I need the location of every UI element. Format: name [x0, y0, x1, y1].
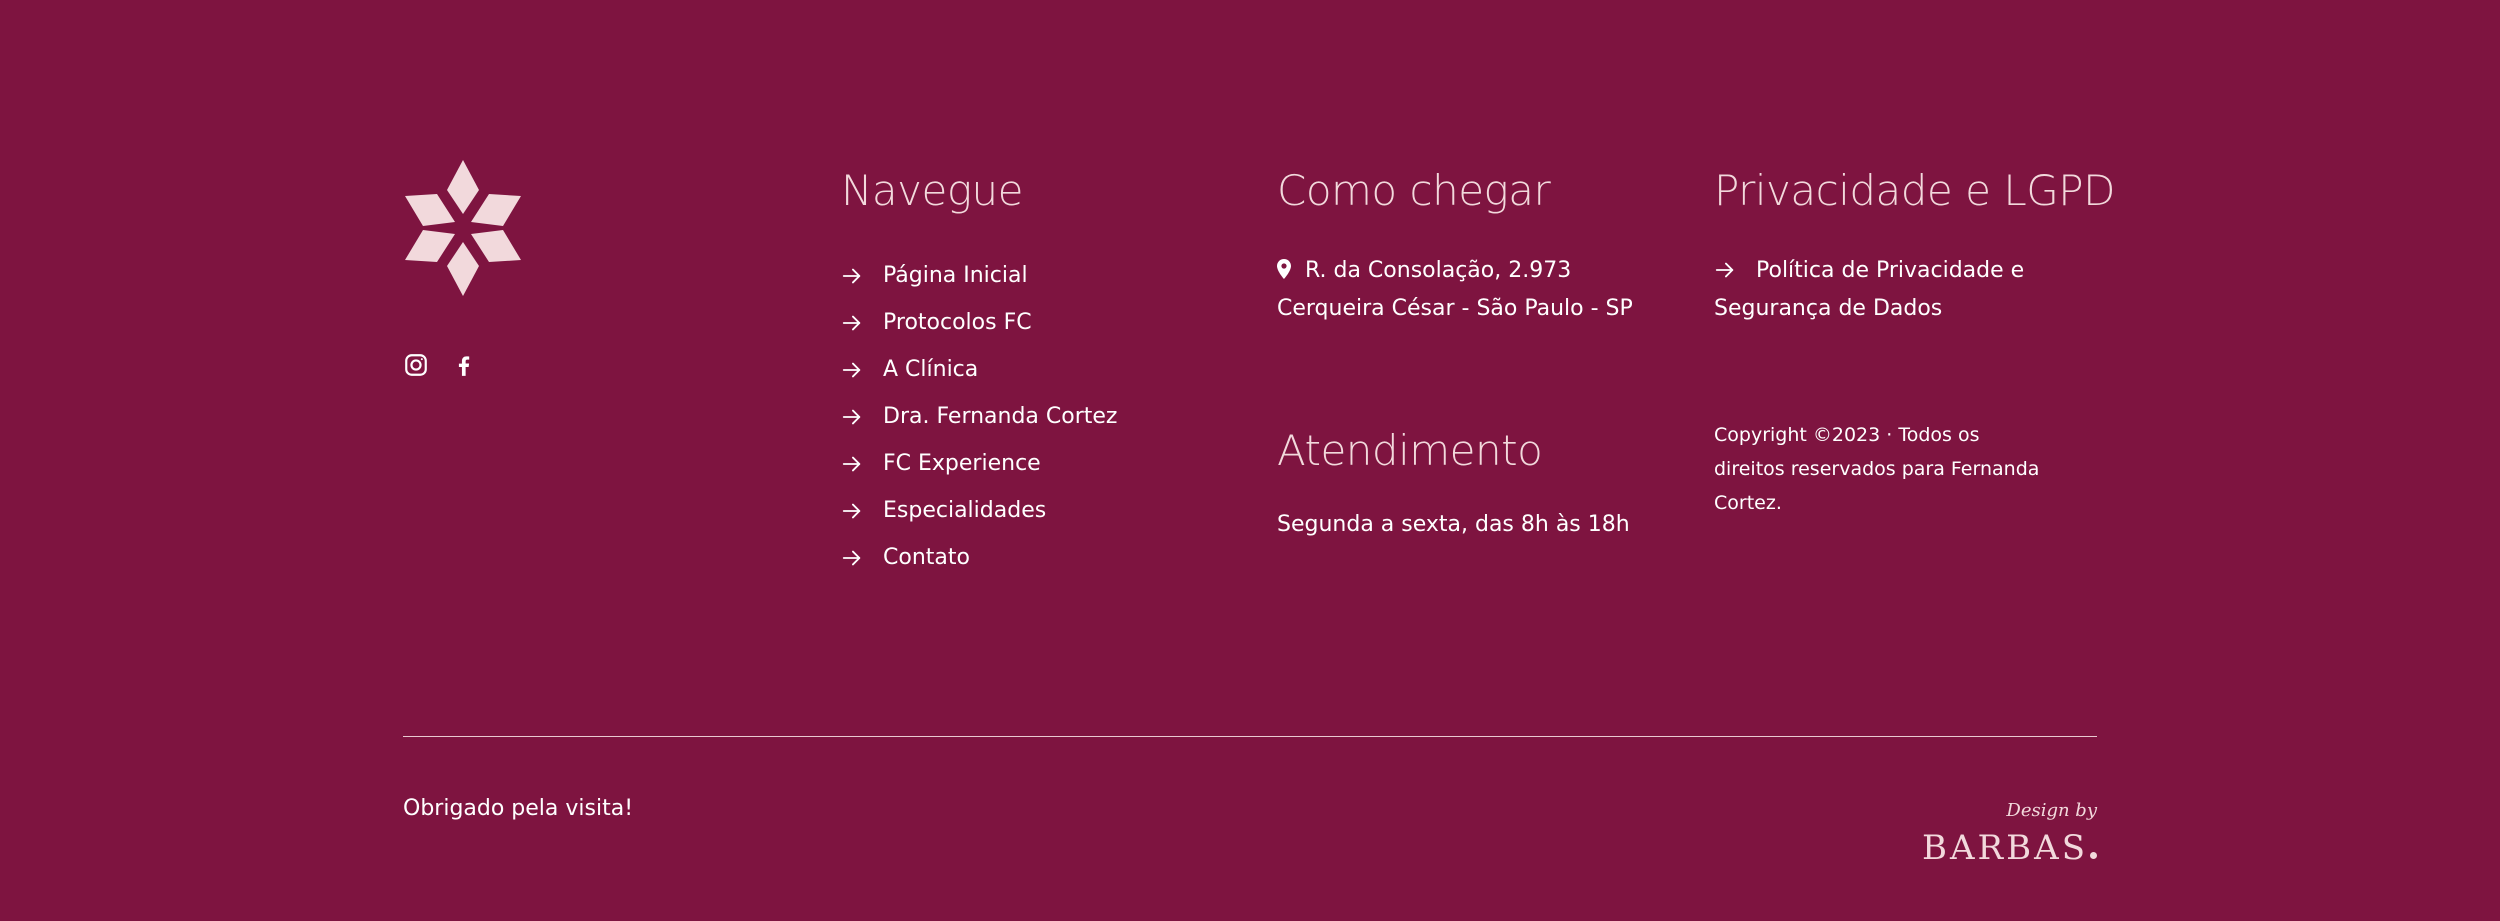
copyright-text: Copyright ©2023 · Todos os direitos reservados para Fernanda Cortez. [1714, 424, 2040, 514]
designer-logo[interactable] [1922, 828, 2097, 868]
designer-dot-icon [2090, 852, 2097, 859]
arrow-right-icon [1714, 259, 1736, 281]
star-flower-logo-icon[interactable] [403, 158, 523, 298]
nav-link-label: A Clínica [883, 357, 979, 382]
como-chegar-column [1277, 166, 1697, 328]
privacidade-heading: Privacidade e LGPD [1714, 166, 2115, 215]
arrow-right-icon [841, 359, 863, 381]
arrow-right-icon [841, 312, 863, 334]
nav-link-especialidades[interactable] [841, 487, 1241, 534]
nav-link-pagina-inicial[interactable] [841, 252, 1241, 299]
nav-link-label: Contato [883, 545, 970, 570]
nav-link-label: Página Inicial [883, 263, 1028, 288]
map-pin-icon [1277, 259, 1291, 279]
opening-hours: Segunda a sexta, das 8h às 18h [1277, 512, 1630, 537]
address-label: R. da Consolação, 2.973 Cerqueira César - São Paulo - SP [1277, 258, 1633, 321]
footer-divider [403, 736, 2097, 737]
thanks-message: Obrigado pela visita! [403, 796, 634, 821]
nav-link-label: FC Experience [883, 451, 1041, 476]
privacy-policy-link[interactable] [1714, 252, 2044, 328]
nav-list [841, 252, 1241, 581]
nav-link-dra-fernanda-cortez[interactable] [841, 393, 1241, 440]
nav-link-label: Especialidades [883, 498, 1047, 523]
atendimento-column [1277, 426, 1697, 537]
address-text [1277, 252, 1677, 328]
social-links [403, 352, 477, 378]
arrow-right-icon [841, 547, 863, 569]
nav-link-contato[interactable] [841, 534, 1241, 581]
nav-link-label: Protocolos FC [883, 310, 1032, 335]
arrow-right-icon [841, 265, 863, 287]
designer-name: BARBAS [1922, 828, 2088, 868]
nav-link-protocolos-fc[interactable] [841, 299, 1241, 346]
instagram-icon[interactable] [403, 352, 429, 378]
privacidade-column [1714, 166, 2134, 328]
nav-column [841, 166, 1241, 581]
nav-link-label: Dra. Fernanda Cortez [883, 404, 1118, 429]
como-chegar-heading: Como chegar [1277, 166, 1551, 215]
arrow-right-icon [841, 406, 863, 428]
atendimento-heading: Atendimento [1277, 426, 1543, 475]
facebook-icon[interactable] [451, 352, 477, 378]
design-by-label: Design by [2006, 800, 2097, 821]
nav-link-fc-experience[interactable] [841, 440, 1241, 487]
arrow-right-icon [841, 500, 863, 522]
nav-heading: Navegue [841, 166, 1024, 215]
arrow-right-icon [841, 453, 863, 475]
privacy-policy-label: Política de Privacidade e Segurança de Dados [1714, 258, 2025, 321]
nav-link-a-clinica[interactable] [841, 346, 1241, 393]
